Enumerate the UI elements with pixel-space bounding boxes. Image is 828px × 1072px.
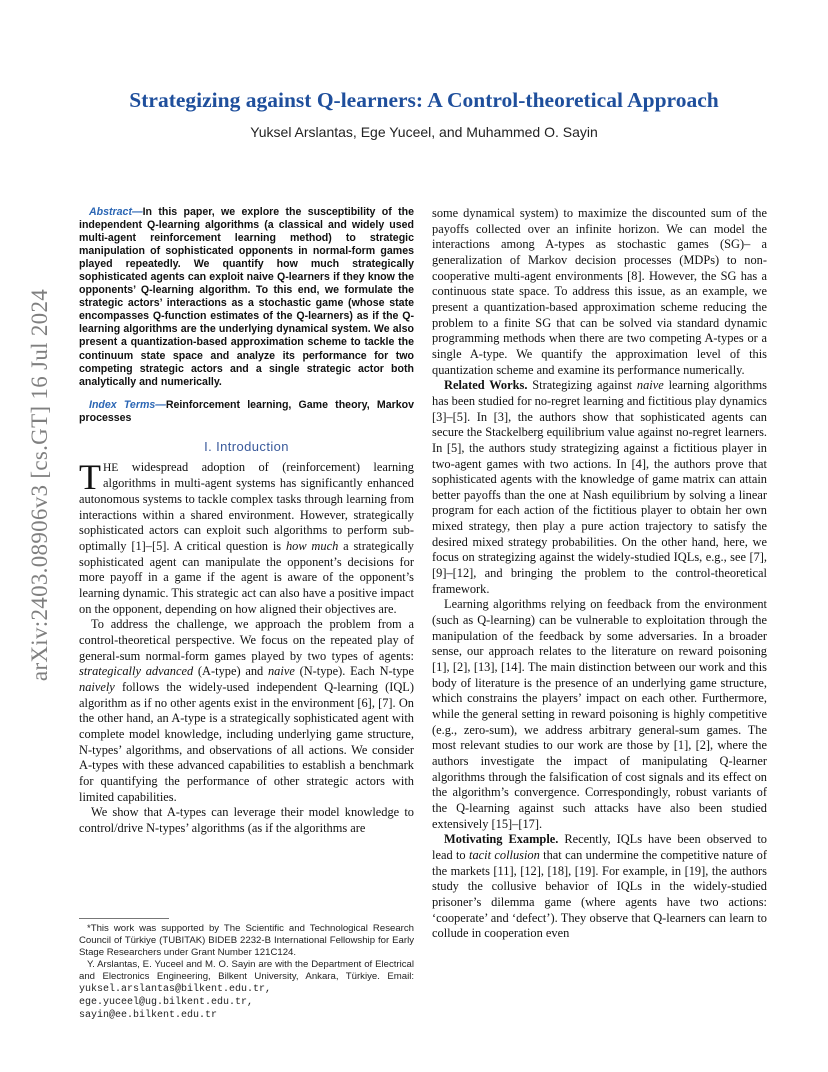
abstract-text: In this paper, we explore the susceptibility of the independent Q-learning algorithms (a classical and widely used multi-agent reinforcement learning method) to strategic manipulation of sophisticated opponents in normal-form games played repeatedly. We quantify how much strategically sophisticated agents can exploit naive Q-learners if they know the opponents’ Q-learning algorithm. To this end, we formulate the strategic actors’ interactions as a stochastic game (whose state encompasses Q-function estimates of the Q-learners) as if the Q-learning algorithms are the underlying dynamical system. We also present a quantization-based approximation scheme to tackle the continuum state space and analyze its performance for two competing strategic actors and a single strategic actor both analytically and numerically. [79, 206, 414, 388]
intro-paragraph-1 [79, 456, 415, 618]
intro-p2-em1: strategically advanced [79, 664, 194, 679]
index-terms [79, 399, 414, 425]
abstract-label: Abstract— [89, 206, 143, 218]
intro-paragraph-2 [79, 617, 414, 805]
intro-p1-text: widespread adoption of (reinforcement) learning algorithms in multi-agent systems has significantly enhanced autonomous systems to tackle complex tasks through learning from interactions within a shared environment. However, strategically sophisticated actors can exploit such algorithms to perform sub-optimally [1]–[5]. A critical question is [79, 459, 414, 554]
right-paragraph-continued: some dynamical system) to maximize the discounted sum of the payoffs collected over an infinite horizon. We can model the interactions among A-types as stochastic games (SG)– a generalization of Markov decision processes (MDPs) to non-cooperative multi-agent environments [8]. However, the SG has a continuous state space. To address this issue, as an example, we present a quantization-based approximation scheme reducing the problem to a finite SG that can be solved via standard dynamic programming methods when there are two competing A-types or a single A-type. We quantify the approximation level of this quantization scheme and examine its performance numerically. [432, 206, 767, 377]
motivating-example-paragraph [432, 832, 767, 942]
paper-authors: Yuksel Arslantas, Ege Yuceel, and Muhammed O. Sayin [250, 124, 598, 140]
email-arslantas[interactable]: yuksel.arslantas@bilkent.edu.tr, [79, 984, 272, 995]
related-works-paragraph [432, 378, 767, 597]
footnote-affiliation-text: Y. Arslantas, E. Yuceel and M. O. Sayin are with the Department of Electrical and Electronics Engineering, Bilkent University, Ankara, Türkiye. Email: [79, 959, 414, 982]
intro-p2-a: To address the challenge, we approach the problem from a control-theoretical perspective. We focus on the repeated play of general-sum normal-form games played by two types of agents: [79, 617, 414, 663]
intro-p2-em2: naive [267, 664, 295, 679]
intro-p1-emphasis: how much [285, 539, 339, 554]
intro-paragraph-3: We show that A-types can leverage their model knowledge to control/drive N-types’ algorithms (as if the algorithms are [79, 805, 414, 835]
email-yuceel[interactable]: ege.yuceel@ug.bilkent.edu.tr, [79, 997, 254, 1008]
index-terms-text: Reinforcement learning, Game theory, Markov processes [79, 398, 414, 424]
drop-cap: T [79, 456, 101, 497]
section-heading-introduction: I. Introduction [204, 438, 289, 454]
learning-algorithms-paragraph: Learning algorithms relying on feedback from the environment (such as Q-learning) can be vulnerable to exploitation through the manipulation of the feedback by some adversaries. In a broader sense, our approach relates to the literature on reward poisoning [1], [2], [13], [14]. The main distinction between our work and this body of literature is the presence of an underlying game structure, which constrains the players’ impact on each other. Furthermore, while the general setting in reward poisoning is highly competitive (e.g., zero-sum), we address arbitrary general-sum games. The most relevant studies to our work are those by [1], [2], where the authors investigate the impact of manipulating Q-learner algorithms through the falsification of cost signals and its effect on the algorithm’s convergence. Correspondingly, robust variants of the Q-learning against such attacks have also been studied extensively [15]–[17]. [432, 597, 767, 831]
abstract [79, 206, 414, 389]
intro-p2-em3: naively [79, 679, 115, 694]
motivating-example-label: Motivating Example. [444, 832, 559, 847]
right-column [432, 206, 767, 942]
motivating-example-em: tacit collusion [469, 847, 540, 862]
related-works-b: learning algorithms has been studied for no-regret learning and fictitious play dynamics [3]–[5]. In [3], the authors show that sophisticated agents can secure the Stackelberg equilibrium value against no-regret learners. In [5], the authors study strategizing against a fictitious player in two-agent games with two actions. In [4], the authors prove that sophisticated agents with the knowledge of game matrix can attain better payoffs than the one at Nash equilibrium by solving a linear program for each action of the fictitious player to obtain her own mixed strategy, then play a pure action trajectory to satisfy the desired mixed strategy probabilities. On the other hand, here, we focus on strategizing against the widely-studied IQLs, e.g., see [7], [9]–[12], and bringing the problem to the control-theoretical framework. [432, 378, 767, 596]
motivating-example-a: Recently, IQLs have been observed to lead to [432, 832, 768, 862]
intro-p2-b: (A-type) and [193, 664, 268, 679]
email-sayin[interactable]: sayin@ee.bilkent.edu.tr [79, 1010, 218, 1021]
footnote-funding: *This work was supported by The Scientific and Technological Research Council of Türkiye (TUBITAK) BIDEB 2232-B International Fellowship for Early Stage Researchers under Grant Number 121C124. [79, 923, 414, 958]
arxiv-identifier: arXiv:2403.08906v3 [cs.GT] 16 Jul 2024 [27, 288, 53, 682]
related-works-em: naive [636, 378, 664, 393]
footnotes [79, 918, 414, 1022]
first-word-smallcaps: HE [103, 461, 119, 474]
related-works-a: Strategizing against [527, 378, 637, 393]
related-works-label: Related Works. [444, 378, 528, 393]
intro-p1-end: a strategically sophisticated agent can manipulate the opponent’s decisions for more payoff in a game if the agent is aware of the opponent’s learning dynamic. This strategic act can also have a positive impact on the opponent, depending on how aligned their objectives are. [79, 539, 415, 616]
intro-p2-c: (N-type). Each N-type [294, 664, 415, 679]
arxiv-side-stamp [20, 288, 60, 682]
left-column [79, 206, 414, 837]
paper-title: Strategizing against Q-learners: A Control-theoretical Approach [129, 88, 719, 112]
footnote-affiliation [79, 959, 414, 1022]
footnote-rule [79, 918, 169, 919]
motivating-example-b: that can undermine the competitive nature of the markets [11], [12], [18], [19]. For example, in [19], the authors study the collusive behavior of IQLs in the widely-studied prisoner’s dilemma game (where agents have two actions: ‘cooperate’ and ‘defect’). They observe that Q-learners can learn to collude in cooperation even [432, 847, 767, 941]
intro-p2-d: follows the widely-used independent Q-learning (IQL) algorithm as if no other agents exist in the environment [6], [7]. On the other hand, an A-type is a strategically sophisticated agent with complete model knowledge, including underlying game structure, N-types’ algorithms, and observations of all actions. We consider A-types with these advanced capabilities to establish a benchmark for quantifying the performance of other strategic actors with limited capabilities. [79, 679, 414, 804]
index-terms-label: Index Terms— [89, 398, 166, 411]
